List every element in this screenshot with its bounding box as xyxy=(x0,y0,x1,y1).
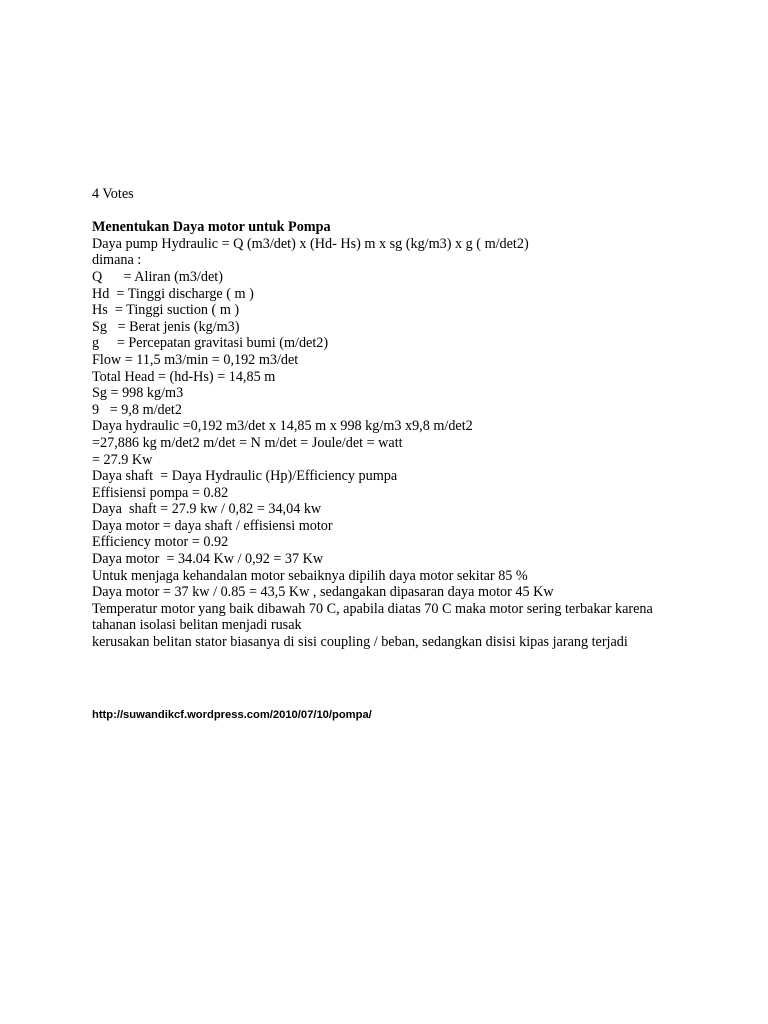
calc-line: 9 = 9,8 m/det2 xyxy=(92,401,182,418)
calc-line: Daya shaft = 27.9 kw / 0,82 = 34,04 kw xyxy=(92,501,322,518)
calc-line: Total Head = (hd-Hs) = 14,85 m xyxy=(92,368,276,385)
document-body xyxy=(92,186,692,651)
text-line: dimana : xyxy=(92,252,142,269)
definition-line: Q = Aliran (m3/det) xyxy=(92,268,223,285)
calc-line: Daya motor = 37 kw / 0.85 = 43,5 Kw , sedangakan dipasaran daya motor 45 Kw xyxy=(92,584,554,601)
text-paragraph: kerusakan belitan stator biasanya di sisi coupling / beban, sedangkan disisi kipas jarang terjadi xyxy=(92,634,628,651)
text-line: Untuk menjaga kehandalan motor sebaiknya dipilih daya motor sekitar 85 % xyxy=(92,567,528,584)
calc-line: Daya hydraulic =0,192 m3/det x 14,85 m x 998 kg/m3 x9,8 m/det2 xyxy=(92,418,473,435)
definition-line: Sg = Berat jenis (kg/m3) xyxy=(92,318,240,335)
votes-count: 4 Votes xyxy=(92,186,134,202)
calc-line: Daya motor = daya shaft / effisiensi motor xyxy=(92,517,333,534)
document-heading: Menentukan Daya motor untuk Pompa xyxy=(92,219,331,236)
calc-line: Efficiency motor = 0.92 xyxy=(92,534,229,551)
definition-line: Hs = Tinggi suction ( m ) xyxy=(92,302,240,319)
definition-line: g = Percepatan gravitasi bumi (m/det2) xyxy=(92,335,329,352)
calc-line: = 27.9 Kw xyxy=(92,451,153,468)
calc-line: Daya motor = 34.04 Kw / 0,92 = 37 Kw xyxy=(92,551,324,568)
calc-line: =27,886 kg m/det2 m/det = N m/det = Joule/det = watt xyxy=(92,434,403,451)
calc-line: Effisiensi pompa = 0.82 xyxy=(92,484,229,501)
definition-line: Hd = Tinggi discharge ( m ) xyxy=(92,285,254,302)
source-link[interactable]: http://suwandikcf.wordpress.com/2010/07/10/pompa/ xyxy=(92,709,372,721)
calc-line: Flow = 11,5 m3/min = 0,192 m3/det xyxy=(92,351,299,368)
calc-line: Daya shaft = Daya Hydraulic (Hp)/Efficiency pumpa xyxy=(92,468,398,485)
calc-line: Sg = 998 kg/m3 xyxy=(92,385,184,402)
blank-line xyxy=(92,203,692,220)
formula-line: Daya pump Hydraulic = Q (m3/det) x (Hd- Hs) m x sg (kg/m3) x g ( m/det2) xyxy=(92,235,529,252)
text-paragraph: Temperatur motor yang baik dibawah 70 C, apabila diatas 70 C maka motor sering terbakar karena tahanan isolasi belitan menjadi rusak xyxy=(92,600,657,634)
